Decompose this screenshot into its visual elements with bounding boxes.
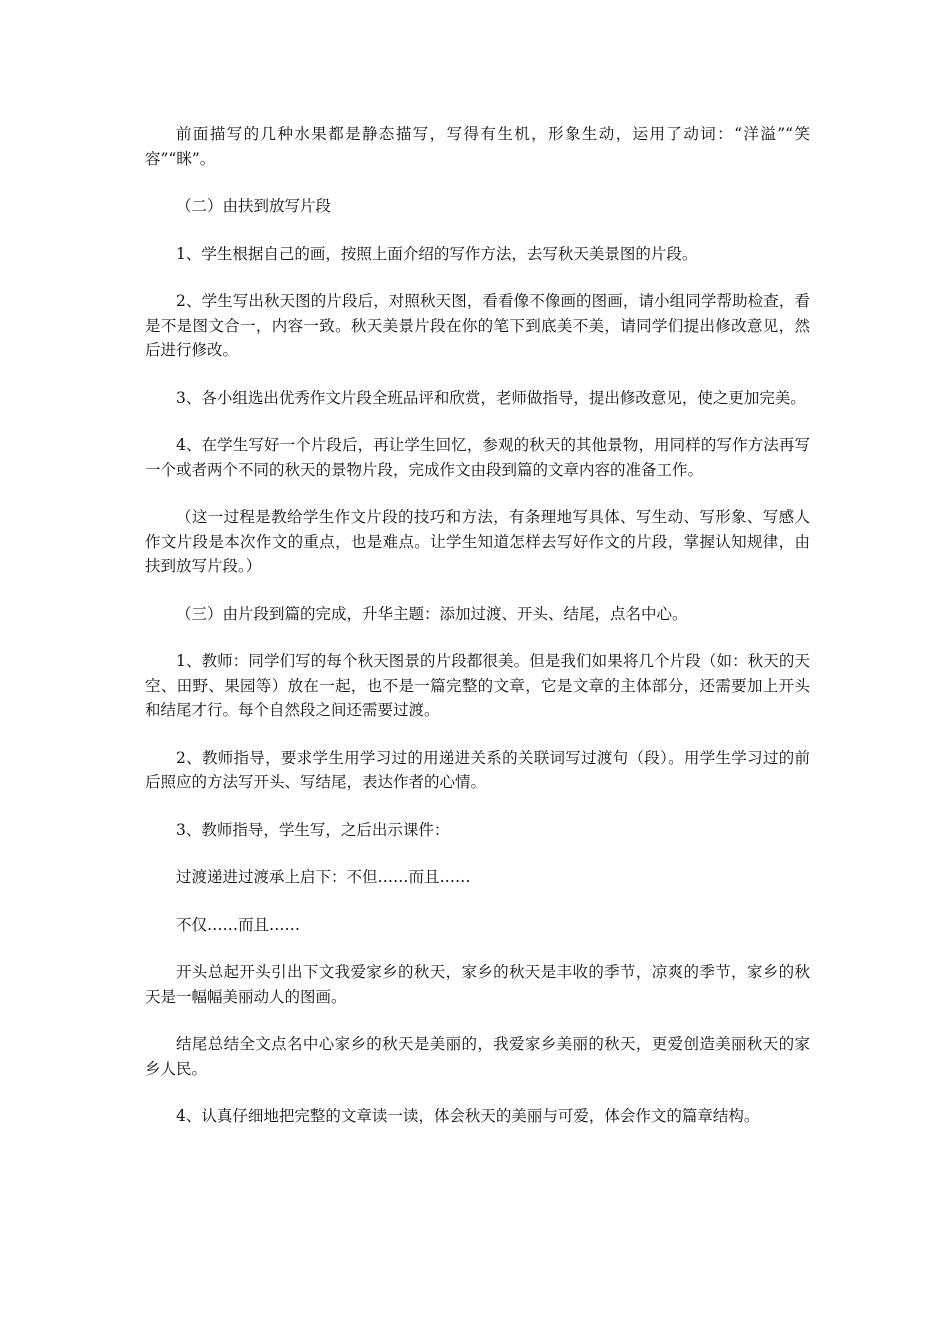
paragraph-ending: 结尾总结全文点名中心家乡的秋天是美丽的，我爱家乡美丽的秋天，更爱创造美丽秋天的家乡人民。 <box>145 1035 810 1078</box>
document-body <box>145 122 810 1152</box>
paragraph-step-2: 2、学生写出秋天图的片段后，对照秋天图，看看像不像画的图画，请小组同学帮助检查，看是不是图文合一，内容一致。秋天美景片段在你的笔下到底美不美，请同学们提出修改意见，然后进行修改。 <box>145 292 810 359</box>
section-heading-2: （二）由扶到放写片段 <box>176 197 332 215</box>
paragraph-static-description: 前面描写的几种水果都是静态描写，写得有生机，形象生动，运用了动词：“洋溢”“笑容”“眯”。 <box>145 125 810 168</box>
section-heading-3: （三）由片段到篇的完成，升华主题：添加过渡、开头、结尾，点名中心。 <box>176 604 688 623</box>
paragraph-opening: 开头总起开头引出下文我爱家乡的秋天，家乡的秋天是丰收的季节，凉爽的季节，家乡的秋天是一幅幅美丽动人的图画。 <box>145 963 810 1006</box>
paragraph-teacher-2: 2、教师指导，要求学生用学习过的用递进关系的关联词写过渡句（段）。用学生学习过的前后照应的方法写开头、写结尾，表达作者的心情。 <box>145 748 810 791</box>
paragraph-step-4: 4、在学生写好一个片段后，再让学生回忆，参观的秋天的其他景物，用同样的写作方法再写一个或者两个不同的秋天的景物片段，完成作文由段到篇的文章内容的准备工作。 <box>145 436 810 479</box>
paragraph-teacher-3: 3、教师指导，学生写，之后出示课件： <box>176 820 450 839</box>
paragraph-transition-2: 不仅……而且…… <box>176 915 301 934</box>
paragraph-step-final: 4、认真仔细地把完整的文章读一读，体会秋天的美丽与可爱，体会作文的篇章结构。 <box>176 1107 760 1125</box>
paragraph-step-1: 1、学生根据自己的画，按照上面介绍的写作方法，去写秋天美景图的片段。 <box>176 244 698 263</box>
paragraph-transition: 过渡递进过渡承上启下：不但……而且…… <box>176 868 471 886</box>
paragraph-note: （这一过程是教给学生作文片段的技巧和方法，有条理地写具体、写生动、写形象、写感人作文片段是本次作文的重点，也是难点。让学生知道怎样去写好作文的片段，掌握认知规律，由扶到放写片段。） <box>145 508 810 575</box>
paragraph-teacher-1: 1、教师：同学们写的每个秋天图景的片段都很美。但是我们如果将几个片段（如：秋天的天空、田野、果园等）放在一起，也不是一篇完整的文章，它是文章的主体部分，还需要加上开头和结尾才行。每个自然段之间还需要过渡。 <box>145 652 810 719</box>
paragraph-step-3: 3、各小组选出优秀作文片段全班品评和欣赏，老师做指导，提出修改意见，使之更加完美。 <box>176 388 806 407</box>
